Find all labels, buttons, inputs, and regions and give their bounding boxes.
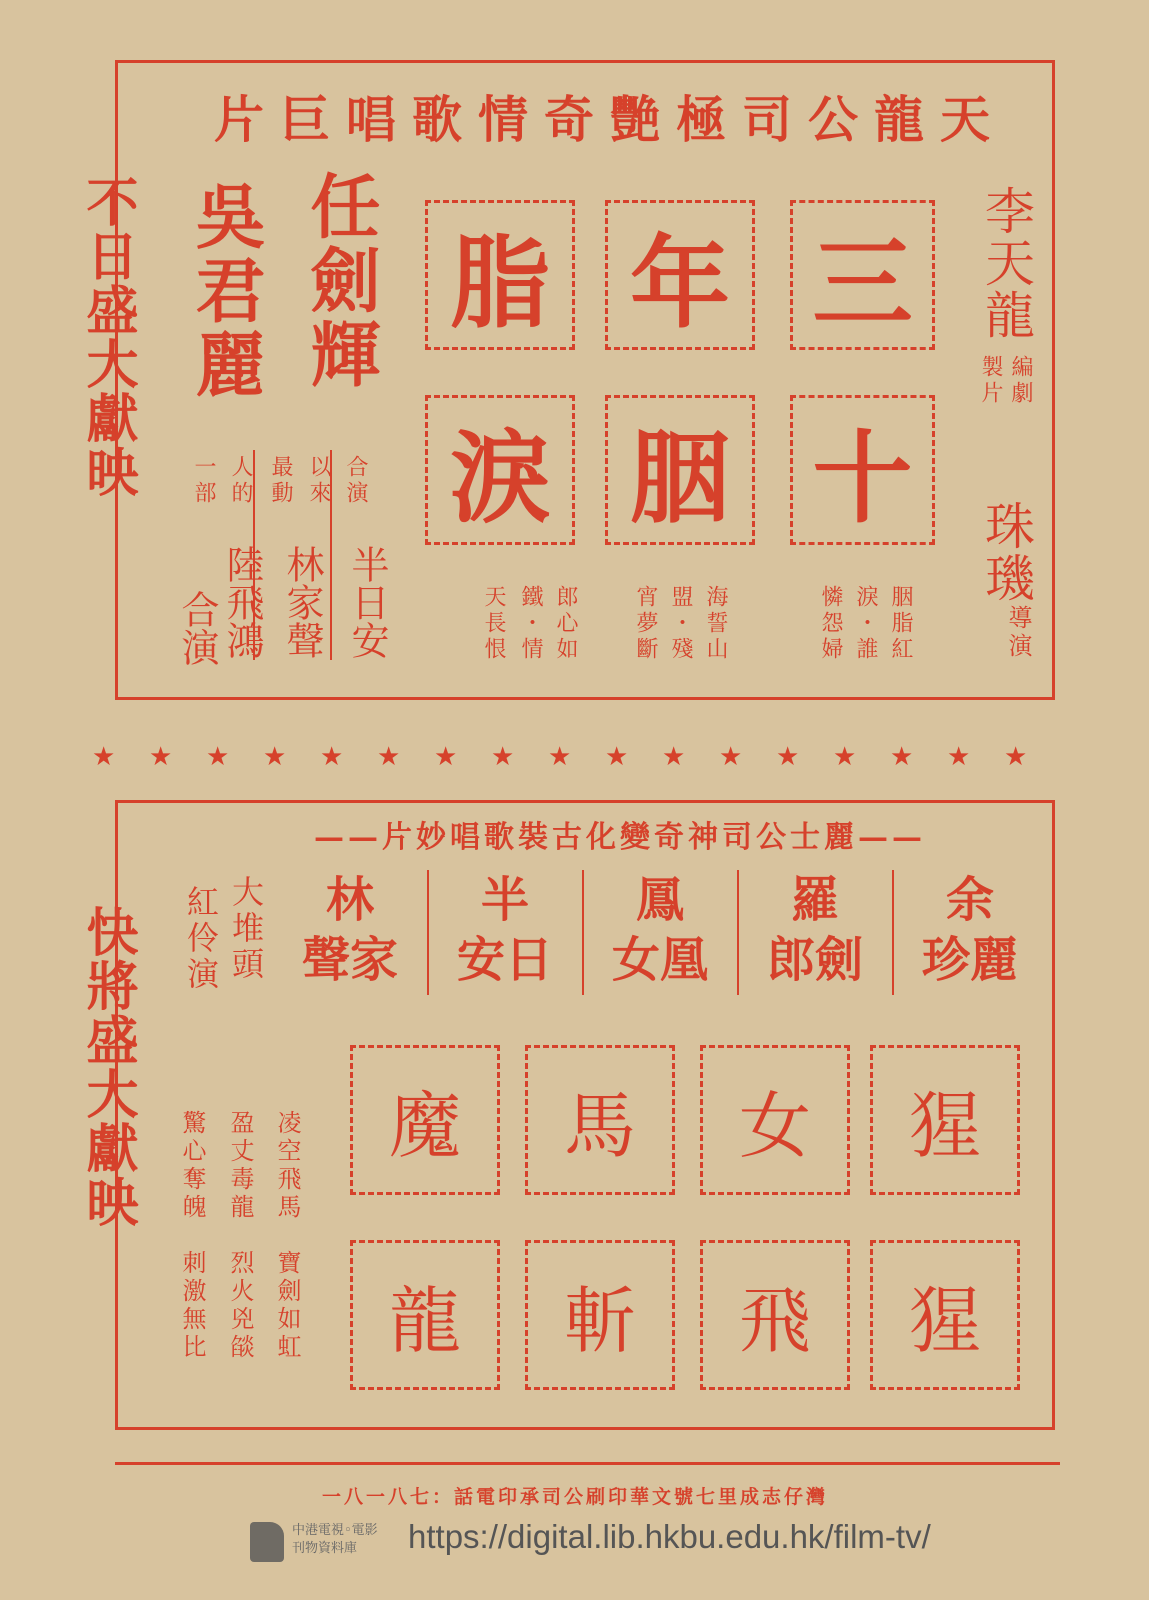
star-icon: ★ <box>149 742 173 772</box>
star-icon: ★ <box>776 742 800 772</box>
film-title-char: 脂 <box>425 200 575 350</box>
song-caption: 盟・殘 <box>668 585 693 663</box>
support-actor: 陸飛鴻 <box>220 545 264 659</box>
scene-caption: 寶劍如虹 <box>273 1250 301 1362</box>
cast-member <box>435 870 575 990</box>
tagline: 以來 <box>306 455 331 507</box>
star-icon: ★ <box>890 742 914 772</box>
star-icon: ★ <box>377 742 401 772</box>
cast-name-top: 林 <box>325 872 374 928</box>
bottom-title: ——麗士公司神奇變化古裝歌唱妙片—— <box>314 820 926 855</box>
top-side-banner: 不日盛大獻映 <box>77 175 138 499</box>
scene-caption: 盈丈毒龍 <box>226 1110 254 1222</box>
cast-name-top: 余 <box>945 872 994 928</box>
top-title: 天龍公司極艷奇情歌唱巨片 <box>214 90 1006 149</box>
scene-caption: 凌空飛馬 <box>273 1110 301 1222</box>
divider <box>427 870 429 995</box>
song-caption: 憐怨婦 <box>818 585 843 663</box>
bottom-side-banner: 快將盛大獻映 <box>77 905 138 1229</box>
song-caption: 天長恨 <box>481 585 506 663</box>
film-title-char: 魔 <box>350 1045 500 1195</box>
director-name: 珠璣 <box>977 500 1035 604</box>
archive-logo-icon <box>250 1522 284 1562</box>
star-icon: ★ <box>662 742 686 772</box>
film-title-char: 飛 <box>700 1240 850 1390</box>
star-icon: ★ <box>434 742 458 772</box>
film-title-char: 年 <box>605 200 755 350</box>
star-icon: ★ <box>833 742 857 772</box>
divider <box>582 870 584 995</box>
tagline: 一部 <box>191 455 216 507</box>
cast-member <box>590 870 730 990</box>
support-actor: 半日安 <box>345 545 389 659</box>
scene-caption: 驚心奪魄 <box>178 1110 206 1222</box>
cast-name-top: 羅 <box>790 872 839 928</box>
tagline: 合演 <box>343 455 368 507</box>
star-icon: ★ <box>263 742 287 772</box>
footer-rule <box>115 1462 1060 1465</box>
tagline: 最動 <box>268 455 293 507</box>
star-icon: ★ <box>947 742 971 772</box>
scene-caption: 刺激無比 <box>178 1250 206 1362</box>
film-title-char: 猩 <box>870 1045 1020 1195</box>
star-icon: ★ <box>548 742 572 772</box>
star-icon: ★ <box>1004 742 1028 772</box>
film-title-char: 女 <box>700 1045 850 1195</box>
song-caption: 淚・誰 <box>853 585 878 663</box>
film-title-char: 斬 <box>525 1240 675 1390</box>
writer-role: 製片 <box>978 355 1003 407</box>
star-icon: ★ <box>206 742 230 772</box>
star-icon: ★ <box>491 742 515 772</box>
song-caption: 鐵・情 <box>518 585 543 663</box>
cast-name-bottom: 麗珍 <box>921 932 1018 988</box>
lead-actor: 任劍輝 <box>299 170 382 392</box>
cast-member <box>900 870 1040 990</box>
cast-name-bottom: 凰女 <box>611 932 708 988</box>
watermark-line2: 刊物資料庫 <box>292 1541 358 1556</box>
song-caption: 胭脂紅 <box>888 585 913 663</box>
film-title-char: 十 <box>790 395 935 545</box>
cast-name-bottom: 劍郎 <box>766 932 863 988</box>
star-icon: ★ <box>92 742 116 772</box>
watermark-label <box>292 1522 378 1558</box>
cast-member <box>745 870 885 990</box>
film-title-char: 淚 <box>425 395 575 545</box>
song-caption: 海誓山 <box>703 585 728 663</box>
scene-caption: 烈火兇燄 <box>226 1250 254 1362</box>
tagline: 人的 <box>228 455 253 507</box>
support-actor: 林家聲 <box>280 545 324 659</box>
cast-name-bottom: 家聲 <box>301 932 398 988</box>
song-caption: 宵夢斷 <box>633 585 658 663</box>
lead-actor: 吳君麗 <box>184 180 267 402</box>
cast-member <box>280 870 420 990</box>
writer-role: 編劇 <box>1008 355 1033 407</box>
film-title-char: 龍 <box>350 1240 500 1390</box>
cast-note: 紅伶演 <box>182 885 220 993</box>
cast-name-top: 半 <box>480 872 529 928</box>
watermark-url[interactable]: https://digital.lib.hkbu.edu.hk/film-tv/ <box>408 1518 931 1555</box>
star-icon: ★ <box>320 742 344 772</box>
film-title-char: 猩 <box>870 1240 1020 1390</box>
cast-name-top: 鳳 <box>635 872 684 928</box>
printer-info: 灣仔志成里七號文華印刷公司承印電話：七八一八一 <box>321 1486 828 1508</box>
cast-note: 大堆頭 <box>227 875 265 983</box>
star-icon: ★ <box>605 742 629 772</box>
song-caption: 郎心如 <box>553 585 578 663</box>
cast-name-bottom: 日安 <box>456 932 553 988</box>
writer-name: 李天龍 <box>977 185 1035 341</box>
director-role: 導演 <box>1004 605 1032 661</box>
divider <box>737 870 739 995</box>
film-title-char: 胭 <box>605 395 755 545</box>
watermark-line1: 中港電視◦電影 <box>292 1523 378 1538</box>
support-suffix: 合演 <box>175 590 219 666</box>
star-icon: ★ <box>719 742 743 772</box>
film-title-char: 馬 <box>525 1045 675 1195</box>
divider <box>892 870 894 995</box>
film-title-char: 三 <box>790 200 935 350</box>
